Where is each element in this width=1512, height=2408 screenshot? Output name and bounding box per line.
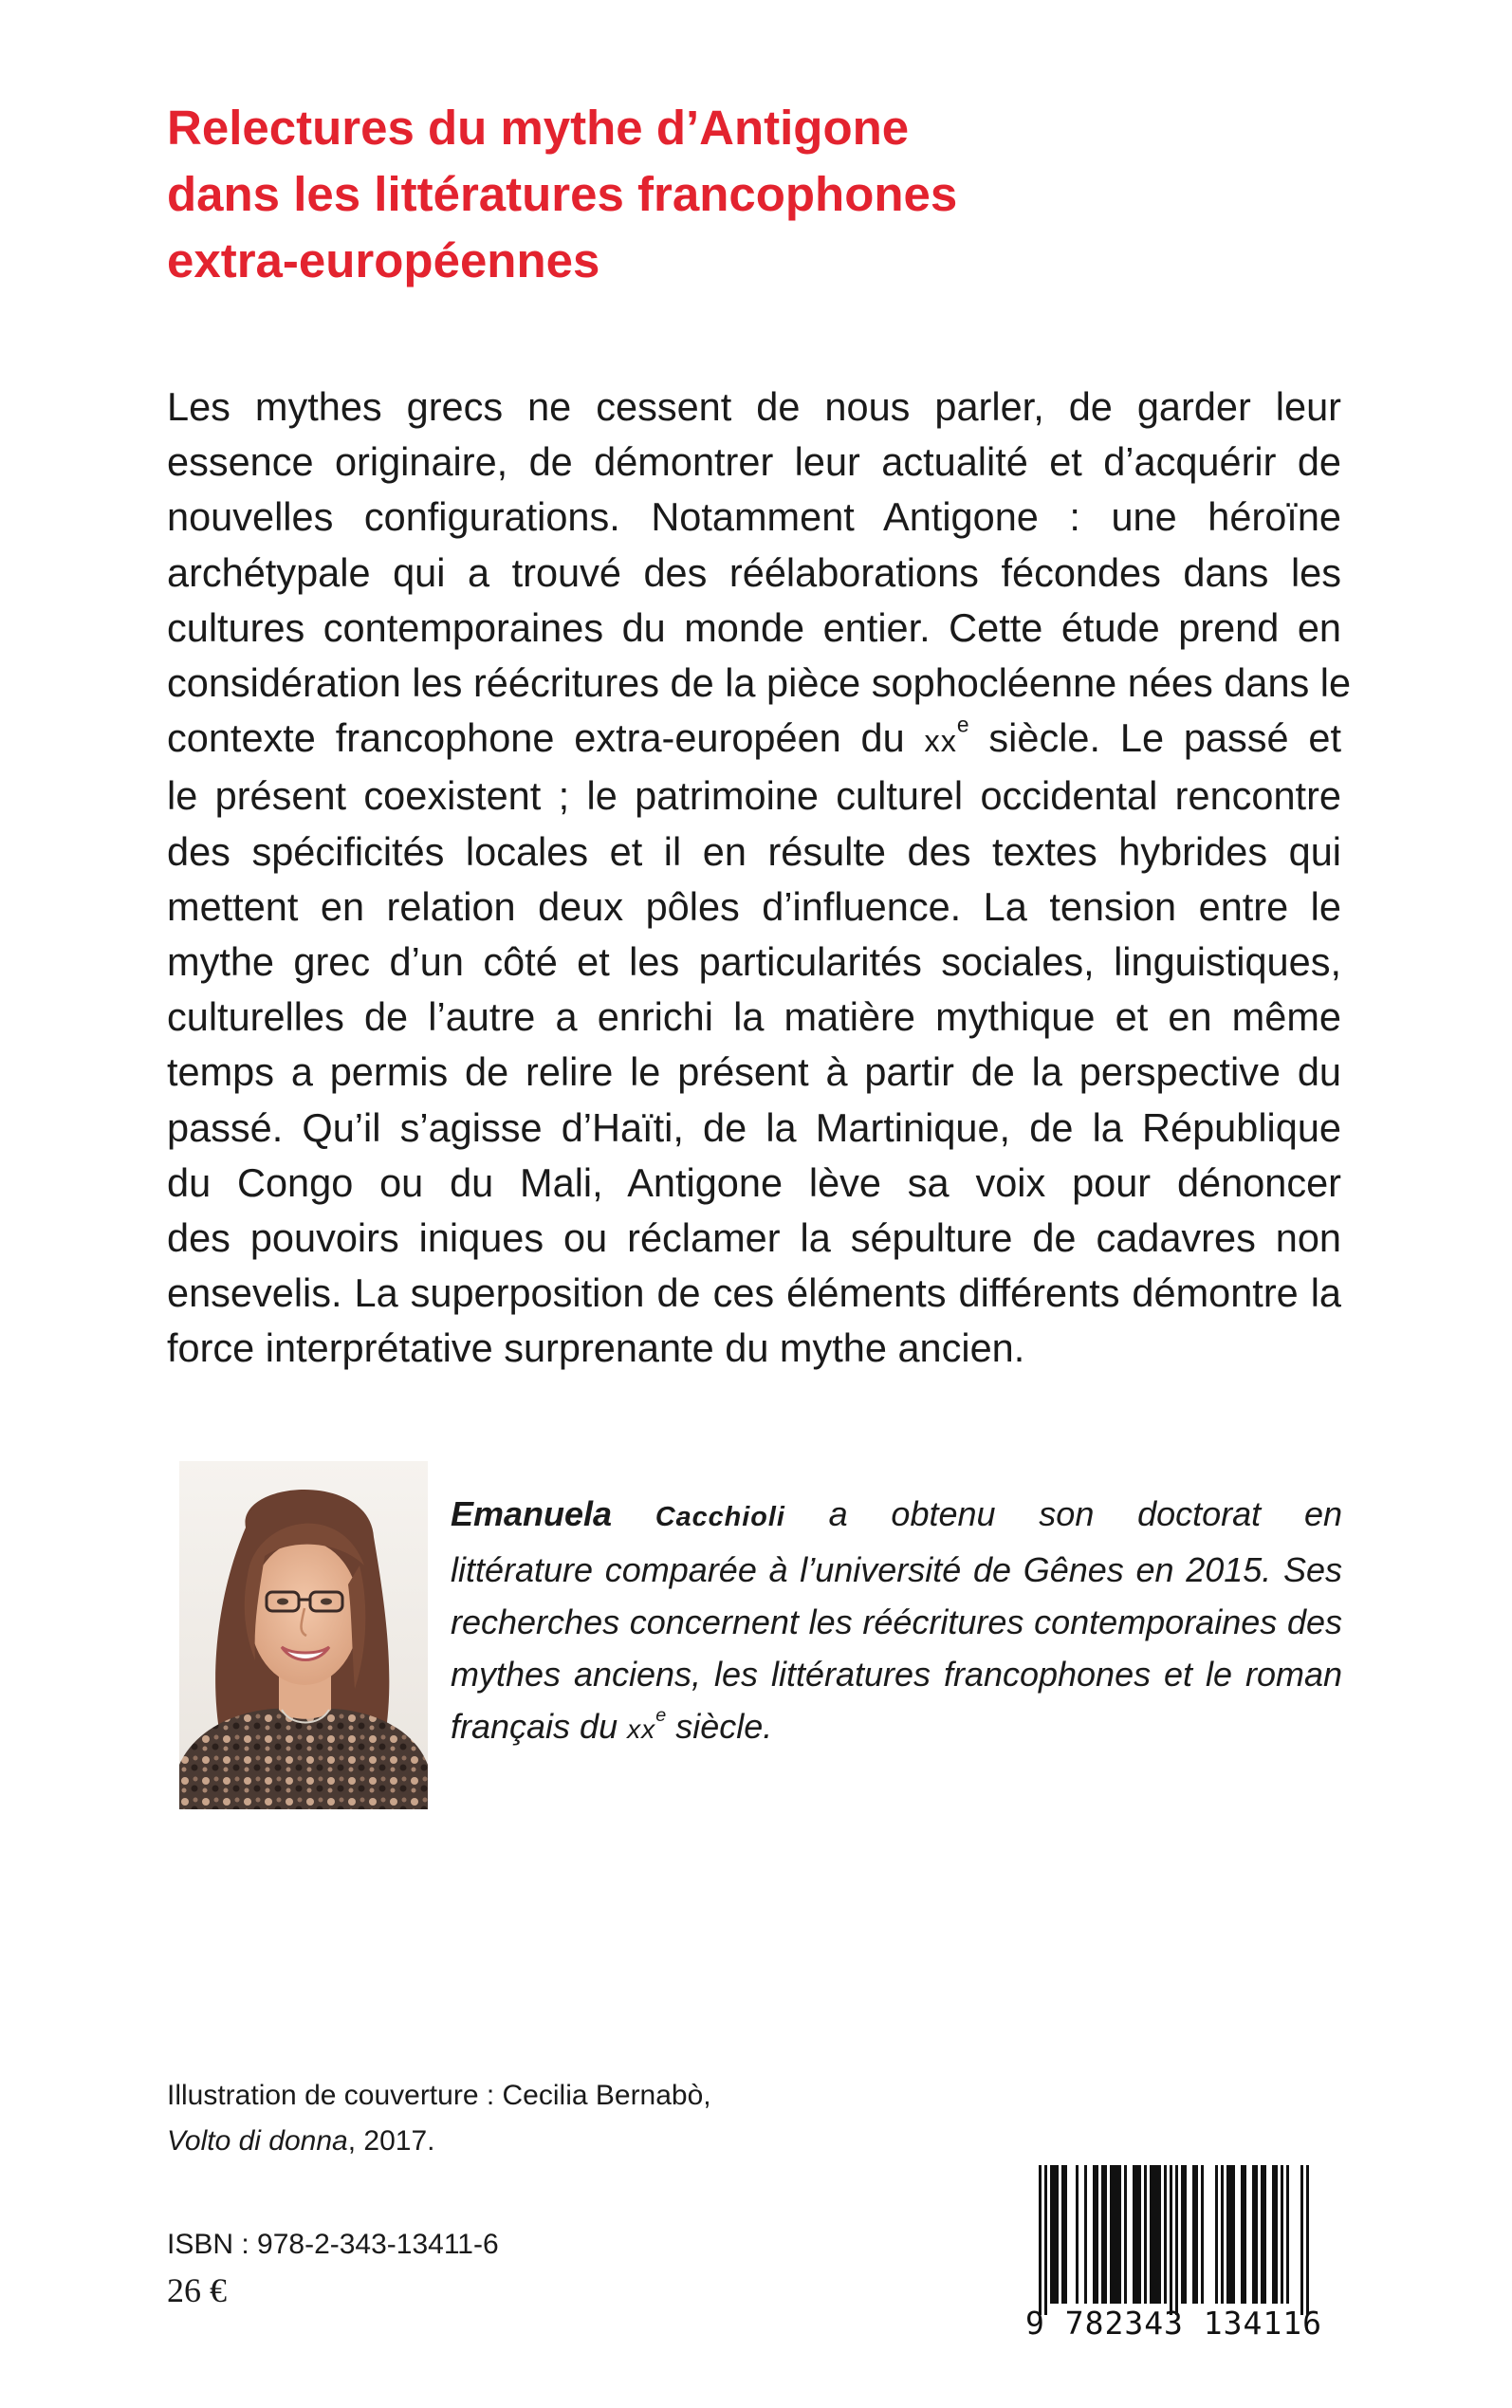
barcode-digits: 9 782343 134116 (1024, 2305, 1322, 2342)
bio-line: mythes anciens, les littératures francophones et le roman (451, 1655, 1342, 1694)
barcode-bar (1118, 2165, 1121, 2304)
blurb-line: le présent coexistent ; le patrimoine culturel occidental rencontre (167, 773, 1341, 819)
barcode-bar (1226, 2165, 1229, 2304)
barcode-bar (1232, 2165, 1235, 2304)
credit-line-work (167, 2119, 711, 2164)
author-name (451, 1494, 785, 1533)
blurb-line: considération les réécritures de la pièce sophocléenne nées dans le (167, 660, 1352, 706)
barcode-bar (1158, 2165, 1161, 2304)
bio-line-name (451, 1488, 1342, 1544)
blurb-line: Les mythes grecs ne cessent de nous parler, de garder leur (167, 384, 1341, 429)
credit-line: Illustration de couverture : Cecilia Bernabò, (167, 2080, 711, 2111)
price-label: 26 € (167, 2271, 227, 2309)
barcode-bar (1215, 2165, 1218, 2304)
author-portrait-icon (179, 1461, 428, 1809)
blurb-line: mettent en relation deux pôles d’influence. La tension entre le (167, 883, 1341, 929)
barcode-bar (1110, 2165, 1113, 2304)
barcode-bar (1056, 2165, 1059, 2304)
barcode-bar (1144, 2165, 1147, 2304)
barcode-bar (1261, 2165, 1263, 2304)
barcode-bar (1050, 2165, 1053, 2304)
barcode-bar (1135, 2165, 1138, 2304)
bio-line-century (451, 1700, 1342, 1755)
barcode-bar (1170, 2165, 1172, 2315)
blurb-line: temps a permis de relire le présent à partir de la perspective du (167, 1049, 1341, 1095)
barcode-bar (1192, 2165, 1195, 2304)
barcode-bar (1275, 2165, 1278, 2304)
barcode-bar (1272, 2165, 1275, 2304)
blurb-line: force interprétative surprenante du mythe ancien. (167, 1325, 1025, 1371)
barcode-bar (1093, 2165, 1096, 2304)
barcode-bar (1241, 2165, 1244, 2304)
barcode-bar (1101, 2165, 1104, 2304)
century-suffix: e (956, 712, 969, 737)
barcode-bar (1113, 2165, 1116, 2304)
barcode-bar (1084, 2165, 1087, 2304)
author-last-name: Cacchioli (655, 1502, 785, 1532)
barcode-bar (1244, 2165, 1246, 2304)
barcode-bar (1096, 2165, 1098, 2304)
barcode-bar (1184, 2165, 1187, 2304)
blurb-line: du Congo ou du Mali, Antigone lève sa voix pour dénoncer (167, 1159, 1341, 1205)
blurb-line: des spécificités locales et il en résulte des textes hybrides qui (167, 828, 1341, 874)
title-line: Relectures du mythe d’Antigone (167, 101, 910, 155)
century-numeral: xx (924, 724, 957, 759)
credit-work-tail: , 2017. (347, 2125, 435, 2157)
barcode-bar (1181, 2165, 1184, 2304)
title-line: extra-européennes (167, 233, 600, 287)
bio-tail: siècle. (666, 1707, 773, 1746)
barcode-bar (1133, 2165, 1135, 2304)
barcode-bar (1064, 2165, 1067, 2304)
barcode-bar (1281, 2165, 1283, 2304)
blurb-line: cultures contemporaines du monde entier. Cette étude prend en (167, 604, 1341, 650)
barcode-bar (1252, 2165, 1255, 2304)
barcode-bar (1124, 2165, 1127, 2304)
barcode-bar (1150, 2165, 1152, 2304)
barcode-bar (1201, 2165, 1204, 2304)
cover-illustration-credit (167, 2073, 711, 2164)
blurb-line-century (167, 711, 1341, 769)
barcode-bar (1061, 2165, 1064, 2304)
blurb-line-head: contexte francophone extra-européen du (167, 715, 905, 761)
blurb-line: passé. Qu’il s’agisse d’Haïti, de la Martinique, de la République (167, 1104, 1341, 1150)
barcode-bar (1229, 2165, 1232, 2304)
barcode-bar (1300, 2165, 1303, 2315)
barcode-bar (1152, 2165, 1155, 2304)
bio-line-head: français du (451, 1707, 618, 1746)
barcode-bar (1263, 2165, 1266, 2304)
isbn-number: ISBN : 978-2-343-13411-6 (167, 2229, 499, 2260)
author-bio (451, 1488, 1342, 1755)
barcode-bar (1039, 2165, 1042, 2315)
barcode-bar (1116, 2165, 1118, 2304)
barcode-bar (1164, 2165, 1167, 2304)
bio-line: recherches concernent les réécritures contemporaines des (451, 1602, 1342, 1641)
blurb-line: essence originaire, de démontrer leur actualité et d’acquérir de (167, 439, 1341, 485)
barcode-bar (1221, 2165, 1224, 2304)
blurb-line: des pouvoirs iniques ou réclamer la sépulture de cadavres non (167, 1215, 1341, 1261)
title-line: dans les littératures francophones (167, 167, 958, 221)
blurb-line-tail: siècle. Le passé et (968, 715, 1342, 761)
barcode-bar (1053, 2165, 1056, 2304)
barcode-bar (1155, 2165, 1158, 2304)
barcode (1005, 2161, 1342, 2356)
barcode-bar (1104, 2165, 1107, 2304)
barcode-bar (1195, 2165, 1198, 2304)
barcode-bar (1286, 2165, 1289, 2304)
bio-line: littérature comparée à l’université de Gênes en 2015. Ses (451, 1550, 1342, 1589)
author-first-name: Emanuela (451, 1494, 613, 1533)
blurb-line: ensevelis. La superposition de ces éléments différents démontre la (167, 1270, 1341, 1316)
book-title (167, 95, 1362, 294)
blurb-line: nouvelles configurations. Notamment Antigone : une héroïne (167, 494, 1341, 540)
blurb-line: archétypale qui a trouvé des réélaborations fécondes dans les (167, 549, 1341, 595)
barcode-bar (1255, 2165, 1258, 2304)
back-cover-blurb (167, 380, 1352, 1377)
bio-line-tail: a obtenu son doctorat en (784, 1494, 1342, 1533)
credit-work-title: Volto di donna (167, 2125, 348, 2157)
barcode-bar (1044, 2165, 1047, 2315)
barcode-bar (1138, 2165, 1141, 2304)
barcode-bar (1175, 2165, 1178, 2315)
blurb-line: culturelles de l’autre a enrichi la matière mythique et en même (167, 994, 1341, 1040)
bio-century-suffix: e (655, 1705, 667, 1727)
blurb-line: mythe grec d’un côté et les particularités sociales, linguistiques, (167, 939, 1341, 985)
bio-century-numeral: xx (627, 1714, 656, 1744)
barcode-bar (1306, 2165, 1309, 2315)
barcode-bar (1076, 2165, 1079, 2304)
